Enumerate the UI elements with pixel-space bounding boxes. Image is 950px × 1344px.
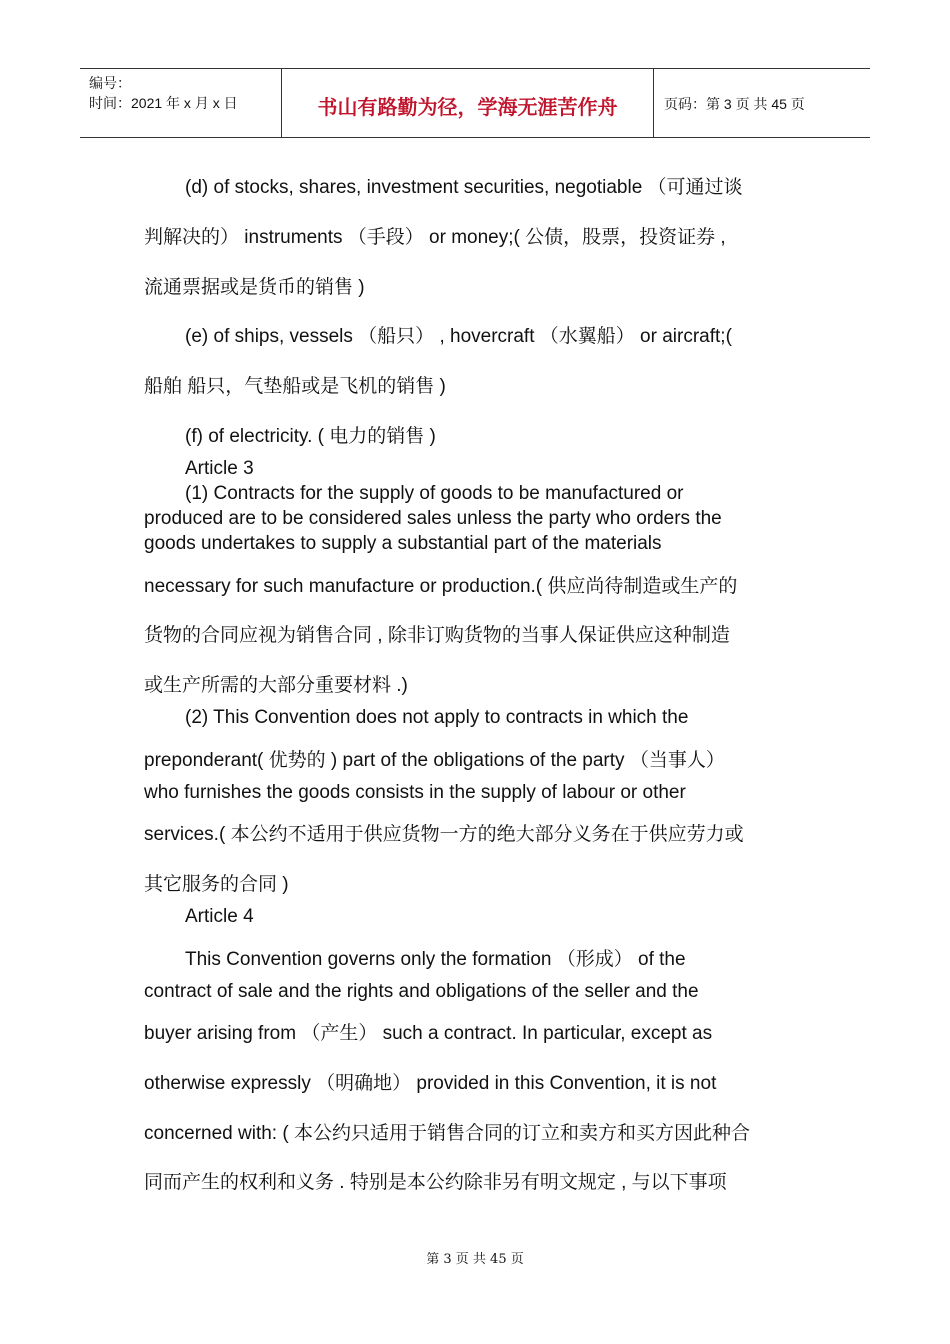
- text-line: 判解决的） instruments （手段） or money;( 公债，股票，投资证券 ,: [144, 227, 726, 248]
- header-meta: [80, 69, 282, 137]
- text-line: 其它服务的合同 ): [144, 874, 289, 895]
- text-line: 货物的合同应视为销售合同 , 除非订购货物的当事人保证供应这种制造: [144, 625, 730, 646]
- text-line: contract of sale and the rights and obligations of the seller and the: [144, 981, 699, 1002]
- text-line: (d) of stocks, shares, investment securities, negotiable （可通过谈: [185, 177, 743, 198]
- text-line: who furnishes the goods consists in the supply of labour or other: [144, 782, 686, 803]
- text-line: concerned with: ( 本公约只适用于销售合同的订立和卖方和买方因此种合: [144, 1123, 750, 1144]
- text-line: produced are to be considered sales unless the party who orders the: [144, 508, 722, 529]
- text-line: preponderant( 优势的 ) part of the obligations of the party （当事人）: [144, 750, 725, 771]
- page-footer: 第 3 页 共 45 页: [426, 1252, 524, 1267]
- time-label: 时间：2021 年 x 月 x 日: [89, 95, 238, 111]
- text-line: 同而产生的权利和义务 . 特别是本公约除非另有明文规定 , 与以下事项: [144, 1172, 727, 1193]
- text-line: This Convention governs only the formation （形成） of the: [185, 949, 686, 970]
- text-line: 流通票据或是货币的销售 ): [144, 277, 365, 298]
- text-line: (e) of ships, vessels （船只） , hovercraft （水翼船） or aircraft;(: [185, 326, 732, 347]
- header-motto: 书山有路勤为径，学海无涯苦作舟: [282, 69, 654, 137]
- serial-label: 编号：: [89, 75, 131, 91]
- article-heading: Article 4: [185, 906, 254, 927]
- page-header: [80, 68, 870, 138]
- text-line: 船舶 船只，气垫船或是飞机的销售 ): [144, 376, 446, 397]
- text-line: necessary for such manufacture or production.( 供应尚待制造或生产的: [144, 576, 738, 597]
- text-line: (f) of electricity. ( 电力的销售 ): [185, 426, 436, 447]
- text-line: services.( 本公约不适用于供应货物一方的绝大部分义务在于供应劳力或: [144, 824, 744, 845]
- text-line: 或生产所需的大部分重要材料 .): [144, 675, 408, 696]
- text-line: goods undertakes to supply a substantial part of the materials: [144, 533, 662, 554]
- text-line: buyer arising from （产生） such a contract. In particular, except as: [144, 1023, 713, 1044]
- text-line: (2) This Convention does not apply to contracts in which the: [185, 707, 689, 728]
- text-line: (1) Contracts for the supply of goods to be manufactured or: [185, 483, 684, 504]
- header-page-info: 页码：第 3 页 共 45 页: [664, 96, 805, 112]
- article-heading: Article 3: [185, 458, 254, 479]
- text-line: otherwise expressly （明确地） provided in this Convention, it is not: [144, 1073, 717, 1094]
